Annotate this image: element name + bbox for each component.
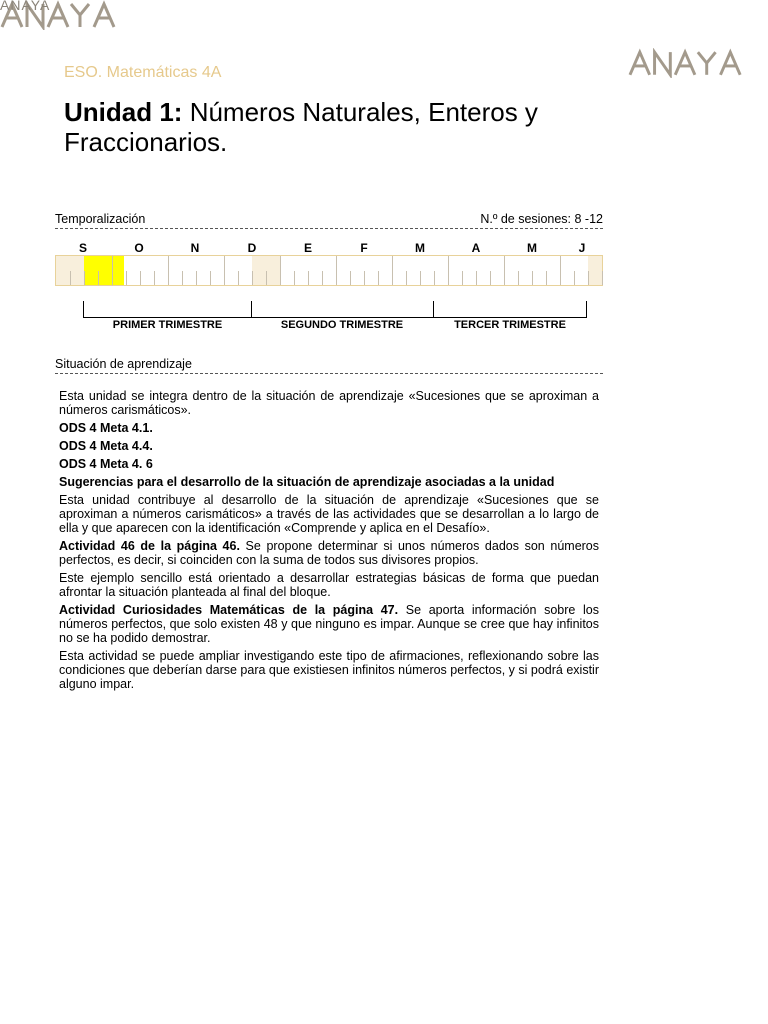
calendar-month-divider [280,256,281,285]
month-label: J [578,241,586,255]
trimester-1: PRIMER TRIMESTRE [112,319,223,331]
calendar-month-divider [448,256,449,285]
calendar-week-tick [308,271,309,285]
month-label: D [247,241,257,255]
paragraph [59,603,599,645]
calendar-week-tick [294,271,295,285]
calendar-week-tick [154,271,155,285]
calendar-week-tick [434,271,435,285]
trimester-bracket [83,301,434,318]
activity-lead: Actividad 46 de la página 46. [59,539,240,553]
calendar-month-divider [224,256,225,285]
calendar-week-tick [462,271,463,285]
situacion-body [59,389,599,695]
trimester-3: TERCER TRIMESTRE [454,319,566,331]
calendar-week-tick [518,271,519,285]
unit-title: Números Naturales, Enteros y Fraccionarios. [64,97,538,157]
calendar-week-tick [574,271,575,285]
calendar-week-tick [602,271,603,285]
month-label: F [360,241,368,255]
calendar-week-tick [252,271,253,285]
calendar-cell-highlight [84,256,124,285]
calendar-week-tick [546,271,547,285]
calendar-month-divider [392,256,393,285]
temporalizacion-header [55,213,603,229]
situacion-header [55,358,603,374]
calendar-week-tick [378,271,379,285]
calendar-week-tick [126,271,127,285]
situacion-title: Situación de aprendizaje [55,357,192,371]
sessions-count: N.º de sesiones: 8 -12 [480,212,603,226]
course-subtitle: ESO. Matemáticas 4A [64,64,222,81]
calendar-cell-shaded [588,256,602,285]
calendar-week-tick [238,271,239,285]
anaya-logo-top-text: ANAYA [0,0,51,13]
calendar-week-tick [406,271,407,285]
trimester-divider [251,301,252,318]
temporalizacion-title: Temporalización [55,212,146,226]
anaya-logo-right [628,48,750,78]
paragraph: Esta unidad se integra dentro de la situación de aprendizaje «Sucesiones que se aproximan a números carismáticos». [59,389,599,417]
ods-goal: ODS 4 Meta 4. 6 [59,457,153,471]
paragraph: Esta actividad se puede ampliar investigando este tipo de afirmaciones, reflexionando sobre las condiciones que deberían darse para que existiesen infinitos números perfectos, y si podrá existir alguno impar. [59,649,599,691]
month-label: S [78,241,87,255]
anaya-logo-icon [628,48,750,78]
calendar-week-tick [532,271,533,285]
activity-text: Se propone determinar si unos números dados son números perfectos, es decir, si coinciden con la suma de todos sus divisores propios. [59,539,600,567]
calendar-week-tick [210,271,211,285]
calendar-month-divider [504,256,505,285]
calendar-month-divider [560,256,561,285]
calendar-week-tick [364,271,365,285]
month-label: N [190,241,200,255]
calendar-month-divider [112,256,113,285]
calendar-week-tick [490,271,491,285]
calendar-week-tick [266,271,267,285]
calendar-month-divider [336,256,337,285]
trimester-2: SEGUNDO TRIMESTRE [280,319,404,331]
activity-text: Se aporta información sobre los números perfectos, que solo existen 48 y que ninguno es impar. Aunque se cree que hay infinitos no se ha podido demostrar. [59,603,599,645]
paragraph: Este ejemplo sencillo está orientado a desarrollar estrategias básicas de forma que puedan afrontar la situación planteada al final del bloque. [59,571,599,599]
month-label: A [471,241,481,255]
calendar-week-tick [350,271,351,285]
calendar-week-tick [84,271,85,285]
calendar-week-tick [420,271,421,285]
month-label: E [303,241,312,255]
calendar-week-tick [70,271,71,285]
calendar-bar [55,255,603,286]
calendar-week-tick [98,271,99,285]
activity-lead: Actividad Curiosidades Matemáticas de la página 47. [59,603,399,617]
month-label: M [415,241,425,255]
calendar-week-tick [196,271,197,285]
ods-goal: ODS 4 Meta 4.4. [59,439,153,453]
ods-goal: ODS 4 Meta 4.1. [59,421,153,435]
calendar-week-tick [182,271,183,285]
month-label: M [527,241,537,255]
paragraph [59,539,599,567]
trimester-bracket [433,301,587,318]
month-label: O [134,241,144,255]
calendar-week-tick [476,271,477,285]
page-title [64,97,584,157]
calendar-week-tick [588,271,589,285]
calendar-week-tick [322,271,323,285]
anaya-logo-top [0,0,124,30]
suggestions-heading: Sugerencias para el desarrollo de la situación de aprendizaje asociadas a la unidad [59,475,555,489]
unit-label: Unidad 1: [64,97,183,127]
calendar-month-divider [168,256,169,285]
calendar-week-tick [140,271,141,285]
paragraph: Esta unidad contribuye al desarrollo de la situación de aprendizaje «Sucesiones que se aproximan a números carismáticos» a través de las actividades que se desarrollan a lo largo de ella y que aparecen con la identificación «Comprende y aplica en el Desafío». [59,493,599,535]
